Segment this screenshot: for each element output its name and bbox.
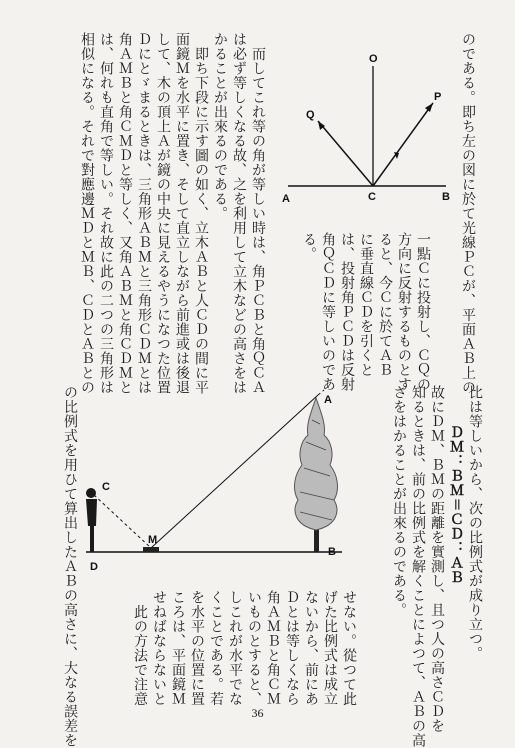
text-line: 一點Ｃに投射し、ＣＱの <box>415 232 431 392</box>
page-number: 36 <box>251 706 264 720</box>
text-line: せねばならないと <box>151 590 167 706</box>
text-line: 相似になる。それで對應邊ＭＤとＭＢ、ＣＤとＡＢとの <box>79 32 95 395</box>
person-figure <box>86 488 97 552</box>
label-c: C <box>102 481 110 493</box>
text-line: ると、今Ｃに於てＡＢ <box>377 232 393 377</box>
label-a: A <box>282 193 290 205</box>
text-line: のである。即ち左の図に於て光線ＰＣが、平面ＡＢ上の <box>460 32 476 395</box>
text-line: 比は等しいから、次の比例式が成り立つ。 <box>467 385 483 661</box>
sight-line-am <box>151 395 318 548</box>
text-line: 即ち下段に示す圖の如く、立木ＡＢと人ＣＤの間に平 <box>193 32 209 395</box>
text-line: ないから、前にあ <box>303 590 319 706</box>
text-column-top-right <box>278 232 432 392</box>
text-line: かることが出來るのである。 <box>212 32 228 221</box>
text-line: 此の方法で注意 <box>132 590 148 706</box>
text-line: さをはかることが出來るのである。 <box>391 385 407 617</box>
label-b: B <box>442 191 450 203</box>
text-line: に垂直線ＣＤを引くと <box>358 232 374 377</box>
text-line: 故にＤＭ、ＢＭの距離を實測し、且つ人の高さＣＤを <box>429 385 445 733</box>
text-line: の比例式を用ひて算出したＡＢの高さに、大なる誤差を <box>62 385 78 748</box>
text-line: 面鏡Ｍを水平に置き、そして直立しながら前進或は後退 <box>174 32 190 395</box>
text-line: Ｄとは等しくなら <box>284 590 300 706</box>
proportion-formula: ＤＭ：ＢＭ＝ＣＤ：ＡＢ <box>448 425 464 585</box>
text-line: は必ず等しくなる故、之を利用して立木などの高さをは <box>231 32 247 395</box>
text-line: は、投射角ＰＣＤは反射 <box>339 232 355 392</box>
tree-height-diagram <box>80 380 362 590</box>
mirror <box>143 547 159 552</box>
text-column-bottom-right <box>362 385 484 748</box>
text-line: ころは、平面鏡Ｍ <box>170 590 186 706</box>
ray-cq <box>318 121 373 186</box>
text-line: 角ＡＭＢと角ＣＭ <box>265 590 281 706</box>
text-line: る。 <box>301 232 317 261</box>
text-line: しこれが水平でな <box>227 590 243 706</box>
arrow-head-p <box>425 103 433 112</box>
text-line: 而してこれ等の角が等しい時は、角ＰＣＢと角ＱＣＡ <box>250 32 266 395</box>
text-line: 角ＡＭＢと角ＣＭＤと等しく、又角ＡＢＭと角ＣＤＭと <box>117 32 133 395</box>
text-line: せない。從つて此 <box>341 590 357 706</box>
tree-foliage <box>295 398 338 530</box>
label-c: C <box>368 191 376 203</box>
ray-pc <box>373 103 433 186</box>
label-p: P <box>434 91 442 103</box>
label-b: B <box>328 546 336 558</box>
text-line: して、木の頂上Ａが鏡の中央に見えるやうになつた位置 <box>155 32 171 395</box>
label-a: A <box>324 394 332 406</box>
text-line: は、何れも直角で等しい。それ故に此の二つの三角形は <box>98 32 114 395</box>
sight-line-cm <box>94 495 151 548</box>
text-line: Ｄにとゞまるときは、三角形ＡＢＭと三角形ＣＤＭとは <box>136 32 152 395</box>
reflection-diagram <box>282 50 512 210</box>
text-line: くことである。若 <box>208 590 224 706</box>
text-line: 方向に反射するものとす <box>396 232 412 392</box>
text-line: いものとすると、 <box>246 590 262 706</box>
label-m: M <box>148 534 158 546</box>
label-o: O <box>369 53 378 65</box>
text-line: を水平の位置に置 <box>189 590 205 706</box>
text-column-bottom-left <box>57 385 79 748</box>
text-line: 角ＱＣＤに等しいのであ <box>320 232 336 392</box>
label-q: Q <box>306 109 315 121</box>
text-line: げた比例式は成立 <box>322 590 338 706</box>
text-line: 知るときは、前の比例式を解くことによつて、ＡＢの高 <box>410 385 426 748</box>
label-d: D <box>90 561 98 573</box>
text-column-bottom-small <box>83 590 358 705</box>
text-column-top-left <box>57 32 267 395</box>
